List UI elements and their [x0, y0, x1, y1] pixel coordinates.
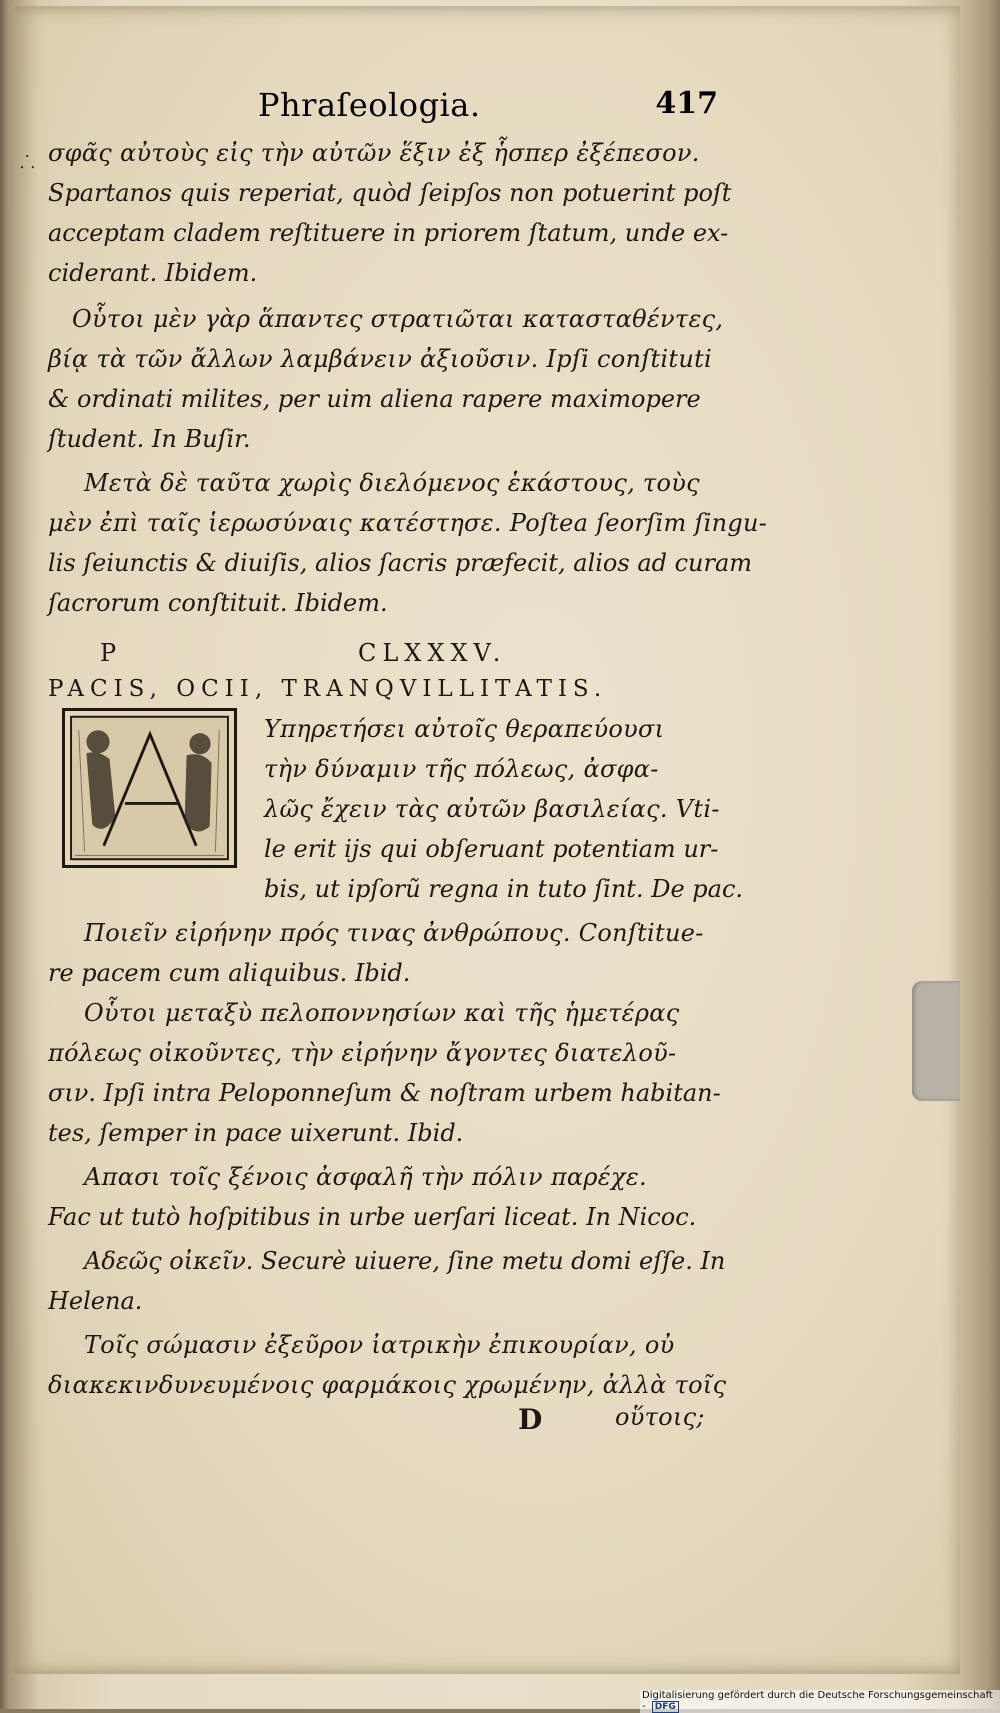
text-line: ſtudent. In Buſir.: [48, 425, 251, 453]
text-line: μὲν ἐπὶ ταῖς ἱερωσύναις κατέστησε. Poſtea ſeorſim ſingu-: [48, 509, 768, 537]
text-line: Fac ut tutò hoſpitibus in urbe uerſari liceat. In Nicoc.: [48, 1203, 697, 1231]
text-line: tes, ſemper in pace uixerunt. Ibid.: [48, 1119, 464, 1147]
text-line: re pacem cum aliquibus. Ibid.: [48, 959, 411, 987]
text-line: Υπηρετήσει αὐτοῖς θεραπεύουσι: [264, 715, 665, 743]
text-line: bis, ut ipſorũ regna in tuto ſint. De pac.: [264, 875, 744, 903]
text-line: σιν. Ipſi intra Peloponneſum & noſtram urbem habitan-: [48, 1079, 721, 1107]
text-line: lis ſeiunctis & diuiſis, alios ſacris præfecit, alios ad curam: [48, 549, 753, 577]
text-line: πόλεως οἰκοῦντες, τὴν εἰρήνην ἄγοντες διατελοῦ-: [48, 1039, 677, 1067]
text-line: acceptam cladem reſtituere in priorem ſtatum, unde ex-: [48, 219, 729, 247]
text-line: διακεκινδυνευμένοις φαρμάκοις χρωμένην, ἀλλὰ τοῖς: [48, 1371, 727, 1399]
text-line: Spartanos quis reperiat, quòd ſeipſos non potuerint poſt: [48, 179, 732, 207]
decorated-initial: [62, 708, 237, 868]
page-header: [48, 86, 718, 130]
text-line: Μετὰ δὲ ταῦτα χωρὶς διελόμενος ἑκάστους, τοὺς: [84, 469, 700, 497]
text-line: Οὗτοι μεταξὺ πελοποννησίων καὶ τῆς ἡμετέρας: [84, 999, 680, 1027]
woodcut-initial-icon: [65, 711, 234, 865]
text-line: Αδεῶς οἰκεῖν. Securè uiuere, ſine metu domi eſſe. In: [84, 1247, 726, 1275]
running-title: Phraſeologia.: [258, 86, 481, 124]
text-line: ciderant. Ibidem.: [48, 259, 258, 287]
section-number: CLXXXV.: [358, 639, 507, 667]
text-line: Helena.: [48, 1287, 143, 1315]
section-heading: PACIS, OCII, TRANQVILLITATIS.: [48, 676, 608, 702]
text-line: Ποιεῖν εἰρήνην πρός τινας ἀνθρώπους. Conſtitue-: [84, 919, 704, 947]
page-tab: [912, 981, 960, 1101]
text-line: & ordinati milites, per uim aliena rapere maximopere: [48, 385, 701, 413]
text-line: ſacrorum conſtituit. Ibidem.: [48, 589, 388, 617]
catchword: οὕτοις;: [615, 1403, 705, 1431]
section-letter: P: [100, 639, 123, 667]
text-line: σφᾶς αὐτοὺς εἰς τὴν αὐτῶν ἕξιν ἐξ ἧσπερ ἐξέπεσον.: [48, 139, 700, 167]
dfg-logo: DFG: [652, 1701, 679, 1713]
text-line: λῶς ἔχειν τὰς αὐτῶν βασιλείας. Vti-: [264, 795, 720, 823]
text-line: Απασι τοῖς ξένοις ἀσφαλῆ τὴν πόλιν παρέχε.: [84, 1163, 647, 1191]
page-number: 417: [655, 86, 718, 121]
footer-credit: [640, 1690, 1000, 1713]
footer-text: Digitalisierung gefördert durch die Deutsche Forschungsgemeinschaft -: [642, 1690, 993, 1712]
margin-mark: ⸫: [20, 152, 35, 173]
text-line: Οὗτοι μὲν γὰρ ἅπαντες στρατιῶται κατασταθέντες,: [72, 305, 724, 333]
text-line: le erit ijs qui obſeruant potentiam ur-: [264, 835, 719, 863]
text-line: τὴν δύναμιν τῆς πόλεως, ἀσφα-: [264, 755, 659, 783]
signature-mark: D: [518, 1403, 543, 1436]
text-line: βίᾳ τὰ τῶν ἄλλων λαμβάνειν ἀξιοῦσιν. Ipſi conſtituti: [48, 345, 713, 373]
text-line: Τοῖς σώμασιν ἐξεῦρον ἰατρικὴν ἐπικουρίαν, οὐ: [84, 1331, 675, 1359]
